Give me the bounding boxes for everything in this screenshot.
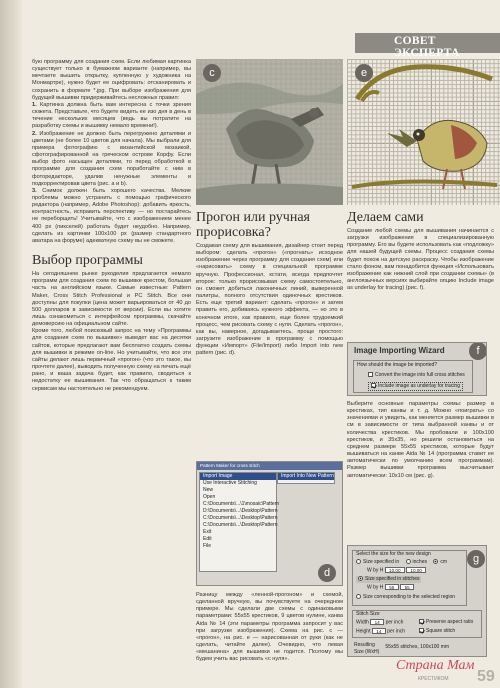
menu-item-open[interactable]: Open <box>203 494 216 500</box>
paragraph: Разницу между «ленной-прогоном» и схемой, сделанной вручную, вы почувствуете на очередном примере. Мы сделали две схемы с одинаковыми параметрами: 55x55 крестиков, 9 цветов нулине, канва Aida № 14 (эти параметры программа запросит у вас при загрузке изображения). Схема на рис. с — «прогон», на рис. e — нарисованная от руки (как не сделать, читайте далее). Очевидно, что левая «мешанина» для вышивки не годится. Поэтому мы будем учить вас рисовать «с нуля». <box>196 592 343 663</box>
paragraph: бую программу для создания схем. Если любимая картинка существует только в бумажном варианте (например, вы мечтаете вышить открытку, купленную у художника на Монмартре), нужно будет ее оцифровать: отсканировать и сохранить в формате *.jpg. При выборе изображения для будущей вышивки придерживайтесь несложных правил: <box>32 59 191 101</box>
wizard-group <box>353 360 473 393</box>
unit-label: per inch <box>387 628 406 635</box>
radio-label: Size specified in stitches <box>365 576 420 582</box>
wizard-question: How should the image be imported? <box>357 362 438 368</box>
field-label: Height <box>356 628 371 635</box>
page-fold-shadow <box>0 0 22 688</box>
rule-3 <box>32 188 191 245</box>
size-cm-fields <box>367 567 426 574</box>
window-titlebar: Pattern Maker for cross stitch <box>197 462 342 470</box>
size-in-stitches[interactable] <box>356 576 421 583</box>
radio-inches[interactable] <box>406 559 411 564</box>
width-cm-field[interactable]: 10.00 <box>385 567 405 573</box>
paragraph: Выберите основные параметры схемы: размер в крестиках, тип канвы и т. д. Можно «поиграть» со значениями и увидеть, как меняется размер вышивки в см в зависимости от типа выбранной канвы и от количества крестиков. Мы пробовали и 100x100 крестиков, и 35x35, но решили остановиться на среднем размере 55x55 крестиков, которые будут вышиваться на канве Aida № 14 (программа ставит ее автоматически по умолчанию всем программам). Размер вышивки программа высчитывает автоматически: 10x10 см (рис. g). <box>347 401 494 479</box>
option-label: Convert the image into full cross stitches <box>375 372 465 378</box>
mosaic-image <box>196 59 343 205</box>
menu-item-recent-4[interactable]: C:\Documents\...\Desktop\Pattern <box>203 522 278 528</box>
menu-item-recent-2[interactable]: D:\Documents\...\Desktop\Pattern <box>203 508 278 514</box>
column-3-lower <box>347 401 494 480</box>
column-1 <box>32 59 191 393</box>
column-3 <box>347 210 494 292</box>
radio-stitches[interactable] <box>358 576 363 581</box>
radio-label: Size corresponding to the selected region <box>363 594 456 600</box>
resulting-label: Resulting Size (WxH) <box>354 642 380 655</box>
figure-c-label: c <box>203 64 221 82</box>
figure-g-size-dialog <box>347 545 487 657</box>
figure-c-mosaic <box>196 59 343 205</box>
field-label: W by H <box>367 584 384 591</box>
radio-cm[interactable] <box>433 559 438 564</box>
section-title: СОВЕТ ЭКСПЕРТА <box>394 35 460 59</box>
column-2 <box>196 210 343 358</box>
menu-item-edit[interactable]: Edit <box>203 536 212 542</box>
option-underlay[interactable] <box>368 382 463 391</box>
submenu <box>277 472 335 484</box>
page-number: 59 <box>477 668 495 685</box>
rule-text: Снимок должен быть хорошего качества. Мелкие проблемы можно устранить с помощью графического редактора (например, Adobe Photoshop): добавить яркость, контрастность, исправить перспективу — но постарайтесь не переборщить! Учитывайте, что с изображением менее 400 px (пикселей) работать будет неудобно. Например, сделать из картинки 100x100 px (размер стандартного аватара на форуме) адекватную схему вы не сможете. <box>32 187 191 244</box>
radio[interactable] <box>356 559 361 564</box>
figure-e-chart <box>347 59 500 205</box>
file-menu <box>199 472 280 572</box>
rule-text: Картинка должна быть вам интересна с точки зрения сюжета. Представьте, что будете видеть ее изо дня в день в течение нескольких месяцев (ведь вы потратите на разработку схемы и вышивку немало времени!). <box>32 101 192 130</box>
field-label: Width <box>356 619 369 626</box>
figure-d-label: d <box>318 564 336 582</box>
heading-do-it-yourself: Делаем сами <box>347 210 424 225</box>
wizard-title: Image Importing Wizard <box>354 346 445 355</box>
checkbox-label: Square stitch <box>426 628 456 634</box>
column-2-lower <box>196 592 343 664</box>
stitch-width-field[interactable]: 14 <box>370 619 384 625</box>
heading-progon: Прогон или ручная прорисовка? <box>196 210 310 240</box>
size-group-title: Select the size for the new design <box>356 551 431 557</box>
checkbox-checked[interactable] <box>371 383 376 388</box>
paragraph: Создавая схему для вышивания, дизайнер стоит перед выбором: сделать «прогон» («прогнать» исходное изображение через программу для создания схем) или «нарисовать» схему в специальной программе вручную. Профессионал, кстати, всегда предпочтет второе: только прорисовывая схему самостоятельно, он сможет добиться лаконичных линий, выверенной палитры, полного отсутствия одиночных крестиков. Есть еще третий вариант: сделать «прогон» и затем править его, добиваясь нужного эффекта, — но это в конечном итоге, как правило, еще более трудоемкий процесс, чем рисовать схему с нуля. Сделать «прогон», как вы, наверное, догадываетесь, проще простого: загрузите изображение в программу с помощью функции «Импорт» (File/Import) либо Import into new pattern (рис. d). <box>196 243 343 357</box>
figure-e-label: e <box>355 64 373 82</box>
size-stitch-fields <box>367 584 414 591</box>
square-stitch[interactable] <box>419 628 455 635</box>
watermark-logo: Страна Мам <box>396 658 475 673</box>
rule-number: 2. <box>32 130 37 137</box>
option-convert[interactable] <box>368 372 465 379</box>
radio-label: cm <box>440 559 448 565</box>
height-stitches-field[interactable]: 55 <box>400 584 414 590</box>
size-corresponding[interactable] <box>356 594 455 601</box>
field-label: W by H <box>367 567 384 574</box>
unit-label: per inch <box>385 619 404 626</box>
height-cm-field[interactable]: 10.00 <box>406 567 426 573</box>
rule-number: 1. <box>32 101 37 108</box>
stitch-height-field[interactable]: 14 <box>372 628 386 634</box>
radio-label: Size specified in <box>363 559 400 565</box>
stitch-size-title: Stitch Size <box>356 611 380 617</box>
checkbox-checked[interactable] <box>419 619 424 624</box>
menu-item-recent-1[interactable]: C:\Documents\...\1\mosaic\Pattern <box>203 501 280 507</box>
menu-item-exit[interactable]: Exit <box>203 529 212 535</box>
watermark-sub: КРЕСТИКОМ <box>418 676 449 682</box>
bird-chart-image <box>347 59 500 205</box>
menu-item-recent-3[interactable]: C:\Documents\...\Desktop\Pattern <box>203 515 278 521</box>
rule-1 <box>32 102 191 131</box>
paragraph: На сегодняшнем рынке рукоделия предлагается немало программ для создания схем по вышивке крестом, большая часть на английском языке. Самые известные: Pattern Maker, Cross Stitch Professional и PC Stitch. Все они доступны для покупки (цена может варьироваться от 40 до 500 долларов в зависимости от версии). Если вы хотите лишь ознакомиться с интерфейсом программы, скачайте демоверсию на официальном сайте. <box>32 271 191 328</box>
figure-f-label: f <box>469 342 487 360</box>
width-stitches-field[interactable]: 55 <box>385 584 399 590</box>
checkbox-checked[interactable] <box>419 628 424 633</box>
radio-region[interactable] <box>356 594 361 599</box>
stitch-height-row <box>356 628 405 635</box>
menu-item-import-new[interactable]: Import Into New Pattern <box>278 473 334 480</box>
resulting-value: 55x55 stitches, 100x100 mm <box>385 644 450 650</box>
checkbox-label: Preserve aspect ratio <box>426 619 474 625</box>
menu-item-new[interactable]: New <box>203 487 214 493</box>
menu-item-file[interactable]: File <box>203 543 212 549</box>
rule-text: Изображение не должно быть перегружено деталями и цветами (не более 10 цветов для начала). Мы выбрали для примера фотографию с византийской мозаикой, сфотографированной на греческом острове Корфу. Если выбор фото насыщен деталями, то перед обработкой в программе для создания схем поработайте с ним в фоторедакторе, удалив ненужные элементы и подкорректировав цвета (рис. а и b). <box>32 130 191 187</box>
checkbox[interactable] <box>368 372 373 377</box>
rule-2 <box>32 131 191 188</box>
menu-item-interactive[interactable]: Use Interactive Stitching <box>203 480 257 486</box>
rule-number: 3. <box>32 187 37 194</box>
stitch-width-row <box>356 619 403 626</box>
menu-item-import-image[interactable]: Import Image <box>200 473 276 480</box>
figure-f-wizard <box>347 342 487 396</box>
paragraph: Кроме того, любой поисковый запрос на тему «Программы для создания схем по вышивке» выведет вас на десятки сайтов, которые предлагают вам бесплатно создать схемы для вышивки в режиме on-line. Но учитывайте, что все эти сайты делают лишь первичный «прогон» (что это такое, вы прочтете далее), выводить полученную схему на печать ещё рано, и ваша задача будет, как правило, сводиться к недостатку ее вышивания. Так что обращаться к таким сервисам мы настоятельно не рекомендуем. <box>32 328 191 392</box>
figure-d-screenshot <box>196 461 343 586</box>
size-group <box>352 550 467 606</box>
paragraph: Создание любой схемы для вышивания начинается с загрузки изображения в специализированную программу. Его вы будете использовать как «подложку» для нашей будущей схемы. Процесс создания схемы будет похож на детскую раскраску. Чтобы изображение стало фоном, вам понадобится функция «Использовать изображение как нижний слой при создании схемы» (в англоязычных версиях выбирайте опцию Include image as underlay for tracing) (рис. f). <box>347 228 494 292</box>
figure-g-label: g <box>467 550 485 568</box>
radio-label: inches <box>412 559 427 565</box>
option-label: Include image as underlay for tracing <box>378 383 460 389</box>
size-in-units[interactable] <box>356 559 447 566</box>
resulting-size <box>354 642 482 656</box>
stitch-size-group <box>352 610 482 638</box>
heading-choose-program: Выбор программы <box>32 253 143 269</box>
preserve-aspect[interactable] <box>419 619 473 626</box>
